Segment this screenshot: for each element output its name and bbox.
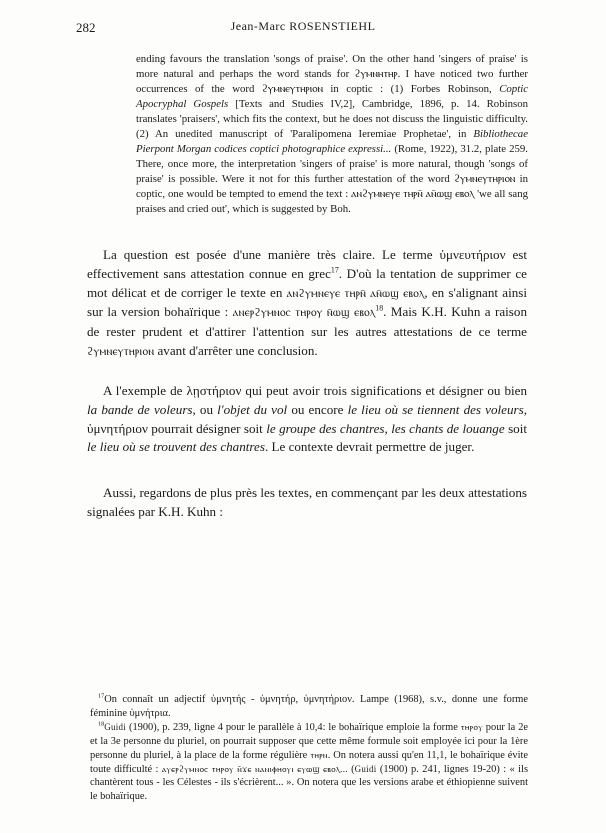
page-number: 282 xyxy=(76,20,96,35)
body-paragraph-2: A l'exemple de λῃστήριον qui peut avoir trois significations et désigner ou bien la bande de voleurs, ou l'objet du vol ou encore le lieu où se tiennent des voleurs, ὑμνητήριον pourrait désigner soit le groupe des chantres, les chants de louange soit le lieu où se trouvent des chantres. Le contexte devrait permettre de juger. xyxy=(87,383,527,455)
quote-paragraph: ending favours the translation 'songs of praise'. On the other hand 'singers of praise' is more natural and perhaps the word stands for ϩⲩⲙⲛⲏⲧⲏⲣ. I have noticed two further occurrences of the word ϩⲩⲙⲛⲉⲩⲧⲏⲣⲓⲟⲛ in coptic : (1) Forbes Robinson, Coptic Apocryphal Gospels [Texts and Studies IV,2], Cambridge, 1896, p. 14. Robinson translates 'praisers', which fits the context, but he does not discuss the linguistic difficulty. (2) An unedited manuscript of 'Paralipomena Ieremiae Prophetae', in Bibliothecae Pierpont Morgan codices coptici photographice expressi... (Rome, 1922), 31.2, plate 259. There, once more, the interpretation 'singers of praise' is more natural, though 'songs of praise' is possible. Were it not for this further attestation of the word ϩⲩⲙⲛⲉⲩⲧⲏⲣⲓⲟⲛ in coptic, one would be tempted to emend the text : ⲁⲛϩⲩⲙⲛⲉⲩⲉ ⲧⲏⲣⲛ̄ ⲁⲛ̄ⲱϣ ⲉⲃⲟⲗ 'we all sang praises and cried out', which is suggested by Boh. xyxy=(136,53,529,215)
footnote-18: $^{18}$Guidi (1900), p. 239, ligne 4 pour le parallèle à 10,4: le bohaïrique emploie la forme ⲧⲏⲣⲟⲩ pour la 2e et la 3e personne du pluriel, on pourrait supposer que cette même formule soit employée ici pour la 1ère personne du pluriel, à la place de la forme régulière ⲧⲏⲣⲛ. On notera aussi qu'en 11,1, le bohaïrique évite toute difficulté : ⲁⲩⲉⲣϩⲩⲙⲛⲟⲥ ⲧⲏⲣⲟⲩ ⲛ̄ϫⲉ ⲛⲁⲛⲓⲫⲏⲟⲩⲓ ⲉⲩⲱϣ ⲉⲃⲟⲗ... (Guidi (1900) p. 241, lignes 19-20) : « ils chantèrent tous - les Célestes - ils s'écrièrent... ». On notera que les versions arabe et éthiopienne suivent le bohaïrique. xyxy=(90,720,528,803)
body-paragraph-1: La question est posée d'une manière très claire. Le terme ὑμνευτήριον est effectivement sans attestation connue en grec$^{17}$. D'où la tentation de supprimer ce mot délicat et de corriger le texte en ⲁⲛϩⲩⲙⲛⲉⲩⲉ ⲧⲏⲣⲛ̄ ⲁⲛ̄ⲱϣ ⲉⲃⲟⲗ, en s'alignant ainsi sur la version bohaïrique : ⲁⲛⲉⲣϩⲩⲙⲛⲟⲥ ⲧⲏⲣⲟⲩ ⲛ̄ⲱϣ ⲉⲃⲟⲗ$^{18}$. Mais K.H. Kuhn a raison de rester prudent et d'attirer l'attention sur les autres attestations de ce terme ϩⲩⲙⲛⲉⲩⲧⲏⲣⲓⲟⲛ avant d'arrêter une conclusion. xyxy=(87,247,527,358)
footnote-ref[interactable]: 17 xyxy=(330,265,339,275)
footnote-ref[interactable]: 18 xyxy=(375,304,384,314)
footnotes xyxy=(90,693,528,804)
body-paragraph-3: Aussi, regardons de plus près les textes, en commençant par les deux attestations signalées par K.H. Kuhn : xyxy=(87,485,527,519)
footnote-17: $^{17}$On connaît un adjectif ὑμνητής - ὑμνητήρ, ὑμνητήριον. Lampe (1968), s.v., donne une forme féminine ὑμνήτρια. xyxy=(90,692,528,719)
block-quote xyxy=(136,52,528,217)
running-head: Jean-Marc ROSENSTIEHL xyxy=(230,19,376,33)
